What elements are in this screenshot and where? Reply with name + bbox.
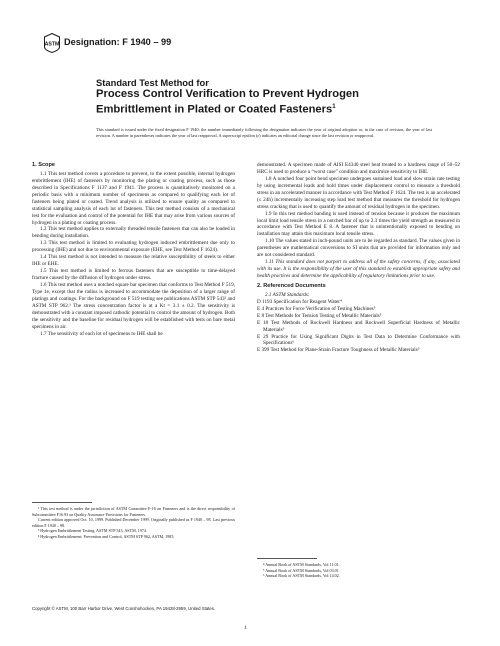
reference-item: E 18 Test Methods of Rockwell Hardness and Rockwell Superficial Hardness of Metallic Materials⁵	[257, 319, 460, 333]
paragraph-1-11: 1.11 This standard does not purport to address all of the safety concerns, if any, associated with its use. It is the responsibility of the user of this standard to establish appropriate safety and health practices and determine the applicability of regulatory limitations prior to use.	[257, 259, 460, 279]
paragraph-1-7-cont: demonstrated. A specimen made of AISI E4340 steel heat treated to a hardness range of 50–52 HRC is used to produce a “worst case” condition and maximize sensitivity to IHE.	[257, 162, 460, 175]
paragraph-1-3: 1.3 This test method is limited to evaluating hydrogen induced embrittlement due only to processing (IHE) and not due to environmental exposure (EHE, see Test Method F 1624).	[32, 240, 235, 254]
paragraph-1-5: 1.5 This test method is limited to ferrous fasteners that are susceptible to time-delayed fracture caused by the diffusion of hydrogen under stress.	[32, 268, 235, 281]
footnote: ³ Hydrogen Embrittlement: Prevention and Control, ASTM STP 962, ASTM, 1985.	[38, 533, 175, 539]
footnote-rule-left	[32, 502, 92, 503]
footnote: ² Hydrogen Embrittlement Testing, ASTM STP 543, ASTM, 1974.	[38, 528, 147, 533]
paragraph-1-4: 1.4 This test method is not intended to measure the relative susceptibility of steels to either IHE or EHE.	[32, 254, 235, 268]
right-column	[257, 162, 460, 354]
reference-item: E 4 Practices for Force Verification of Testing Machines⁵	[257, 305, 376, 312]
footnote-rule-right	[257, 558, 317, 559]
reference-list	[257, 299, 460, 355]
astm-standards-subheading: 2.1 ASTM Standards:	[265, 291, 310, 298]
footnote: Current edition approved Oct. 10, 1999. Published December 1999. Originally published as F 1940 – 98. Last previous edition F 1940 – 98.	[32, 517, 235, 528]
title-line-3: Embrittlement in Plated or Coated Fasteners$^1$	[96, 103, 336, 116]
reference-item: E 29 Practice for Using Significant Digits in Test Data to Determine Conformance with Specifications⁶	[257, 333, 460, 347]
designation: Designation: F 1940 – 99	[64, 37, 172, 47]
page-number: 1	[244, 625, 247, 631]
paragraph-1-10: 1.10 The values stated in inch-pound units are to be regarded as standard. The values given in parentheses are mathematical conversions to SI units that are provided for information only and are not considered standard.	[257, 238, 460, 259]
footnote: ⁴ Annual Book of ASTM Standards, Vol 11.01.	[263, 562, 340, 567]
footnote: ¹ This test method is under the jurisdiction of ASTM Committee F-16 on Fasteners and is the direct responsibility of Subcommittee F16.93 on Quality Assurance Provisions for Fasteners.	[32, 506, 235, 517]
issued-note: This standard is issued under the fixed designation F 1940; the number immediately following the designation indicates the year of original adoption or, in the case of revision, the year of last revision. A number in parentheses indicates the year of last reapproval. A superscript epsilon (ε) indicates an editorial change since the last revision or reapproval.	[96, 127, 432, 138]
title-line-1: Standard Test Method for	[96, 77, 209, 88]
footnote: ⁵ Annual Book of ASTM Standards, Vol 03.01.	[263, 567, 340, 573]
svg-text:ASTM: ASTM	[44, 41, 60, 48]
footnotes-right	[257, 562, 460, 579]
reference-item: D 1193 Specification for Reagent Water⁴	[257, 298, 342, 305]
paragraph-1-2: 1.2 This test method applies to externally threaded tensile fasteners that can also be loaded in bending during installation.	[32, 226, 235, 240]
footnote: ⁶ Annual Book of ASTM Standards, Vol 14.02.	[263, 573, 340, 578]
paragraph-1-6: 1.6 This test method uses a notched square bar specimen that conforms to Test Method F 519, Type 1e, except that the radius is increased to accommodate the deposition of a larger range of platings and coatings. For the background on F 519 testing see publications ASTM STP 543² and ASTM STP 962.³ The stress concentration factor is at a Kt = 3.1 ± 0.2. The sensitivity is demonstrated with a constant imposed cathodic potential to control the amount of hydrogen. Both the sensitivity and the baseline for residual hydrogen will be established with tests on bare metal specimens in air.	[32, 281, 235, 330]
referenced-documents-heading: 2. Referenced Documents	[257, 282, 326, 289]
paragraph-1-9: 1.9 In this test method banding is used instead of tension because it produces the maximum local limit load tensile stress in a notched bar of up to 2.3 times the yield strength as measured in accordance with Test Method E 8. A fastener that is unintentionally exposed to bending on installation may attain this maximum local tensile stress.	[257, 210, 460, 238]
paragraph-1-7: 1.7 The sensitivity of each lot of specimens to IHE shall be	[40, 330, 163, 337]
title-line-2: Process Control Verification to Prevent Hydrogen	[96, 88, 359, 100]
scope-heading: 1. Scope	[32, 162, 56, 168]
document-title	[96, 77, 436, 117]
copyright-notice: Copyright © ASTM, 100 Barr Harbor Drive, West Conshohocken, PA 19428-2959, United States.	[32, 606, 216, 611]
footnotes-left	[32, 506, 235, 539]
astm-logo	[44, 33, 60, 53]
left-column	[32, 162, 235, 337]
reference-item: E 399 Test Method for Plane-Strain Fracture Toughness of Metallic Materials⁵	[257, 347, 420, 354]
paragraph-1-8: 1.8 A notched four point bend specimen undergoes sustained load and slow strain rate testing by using incremental loads and hold times under displacement control to measure a threshold stress in an accelerated manner in accordance with Test Method F 1624. The test is an accelerated (≤ 24h) incrementally increasing step load test method that measures the threshold for hydrogen stress cracking that is used to quantify the amount of residual hydrogen in the specimen.	[257, 175, 460, 210]
reference-item: E 8 Test Methods for Tension Testing of Metallic Materials⁵	[257, 312, 382, 319]
paragraph-1-1: 1.1 This test method covers a procedure to prevent, to the extent possible, internal hydrogen embrittlement (IHE) of fasteners by monitoring the plating or coating process, such as those described in Specifications F 1137 and F 1941. The process is quantitatively monitored on a periodic basis with a minimum number of specimens as compared to qualifying each lot of fasteners being plated or coated. Trend analysis is utilized to ensure quality as compared to statistical sampling analysis of each lot of fasteners. This test method consists of a mechanical test for the evaluation and control of the potential for IHE that may arise from various sources of hydrogen in a plating or coating process.	[32, 170, 235, 226]
